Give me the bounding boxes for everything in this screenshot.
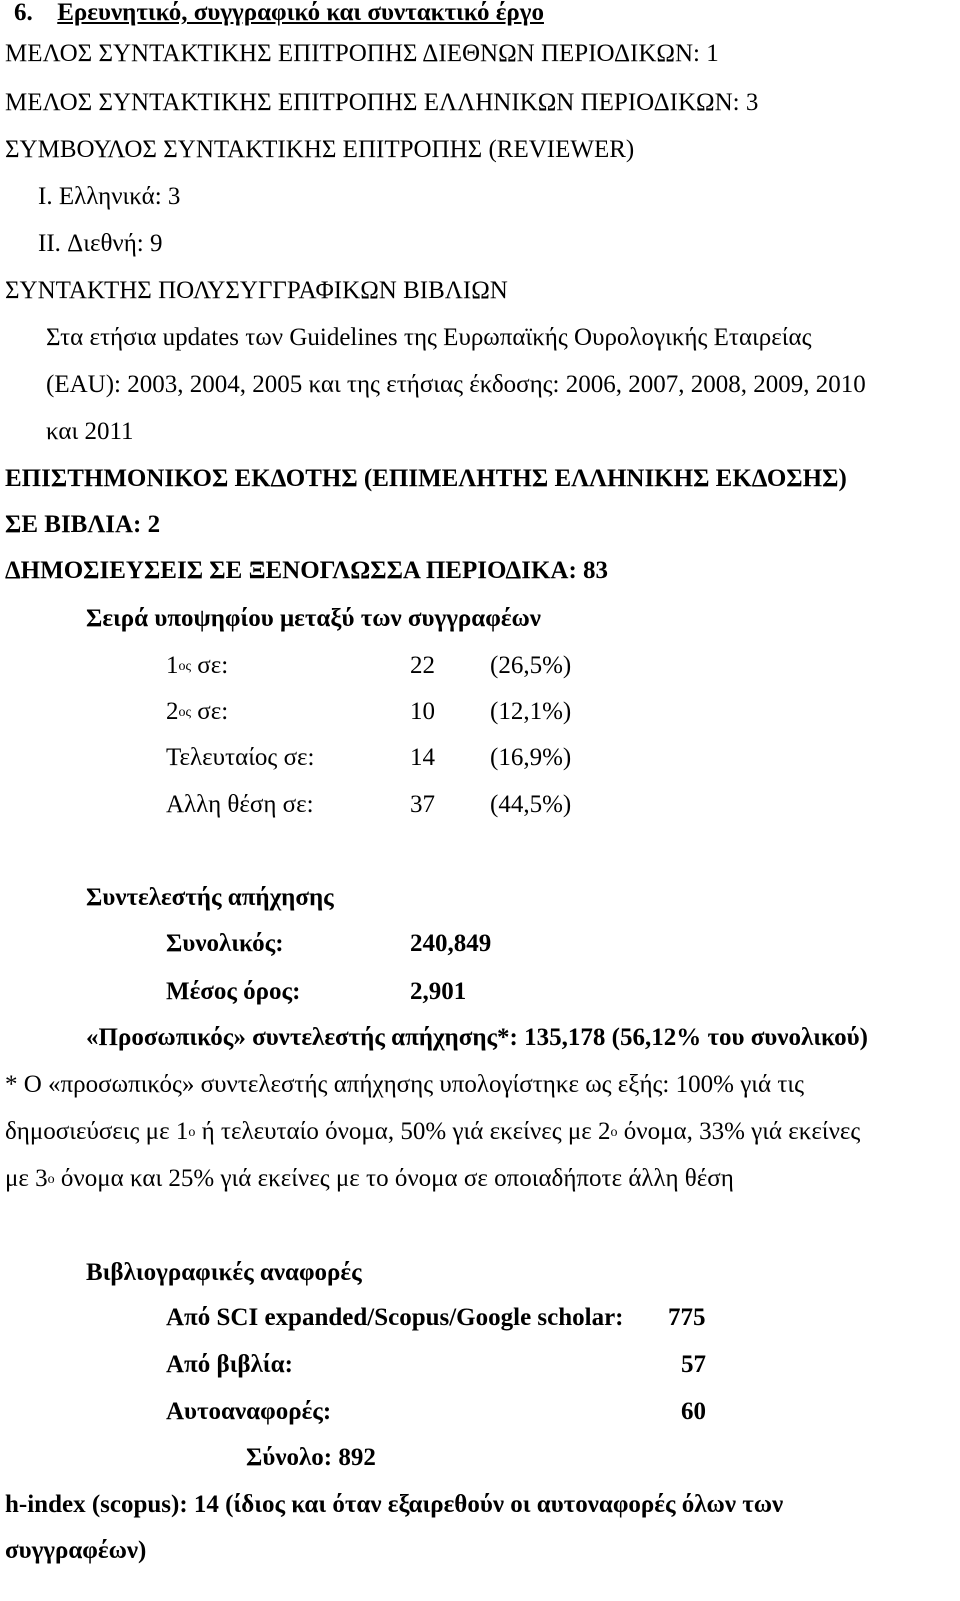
author-order-heading: Σειρά υποψηφίου μεταξύ των συγγραφέων <box>86 605 541 632</box>
position-count: 37 <box>410 791 435 818</box>
position-percent: (12,1%) <box>490 698 572 725</box>
multi-author-line-2: (EAU): 2003, 2004, 2005 και της ετήσιας έκδοσης: 2006, 2007, 2008, 2009, 2010 <box>46 371 866 398</box>
impact-total-label: Συνολικός: <box>166 930 284 957</box>
reviewer-greek: I. Ελληνικά: 3 <box>38 183 181 210</box>
personal-impact-factor: «Προσωπικός» συντελεστής απήχησης*: 135,178 (56,12% του συνολικού) <box>86 1024 868 1051</box>
hindex-line-2: συγγραφέων) <box>5 1537 147 1564</box>
citations-sci-value: 775 <box>668 1304 706 1331</box>
table-row <box>166 743 586 773</box>
reviewer-heading: ΣΥΜΒΟΥΛΟΣ ΣΥΝΤΑΚΤΙΚΗΣ ΕΠΙΤΡΟΠΗΣ (REVIEWER) <box>5 136 635 163</box>
position-count: 14 <box>410 744 435 771</box>
impact-factor-heading: Συντελεστής απήχησης <box>86 884 334 911</box>
scientific-editor-line-1: ΕΠΙΣΤΗΜΟΝΙΚΟΣ ΕΚΔΟΤΗΣ (ΕΠΙΜΕΛΗΤΗΣ ΕΛΛΗΝΙΚΗΣ ΕΚΔΟΣΗΣ) <box>5 465 847 492</box>
impact-mean-label: Μέσος όρος: <box>166 978 301 1005</box>
section-title: Ερευνητικό, συγγραφικό και συντακτικό έργο <box>57 0 544 26</box>
position-label: $1^{o\varsigma}$ σε: <box>166 652 229 679</box>
table-row <box>166 651 586 681</box>
citations-books-value: 57 <box>681 1351 706 1378</box>
citations-heading: Βιβλιογραφικές αναφορές <box>86 1259 362 1286</box>
impact-total-value: 240,849 <box>410 930 492 957</box>
position-label: $2^{o\varsigma}$ σε: <box>166 698 229 725</box>
table-row <box>166 790 586 820</box>
citations-self-label: Αυτοαναφορές: <box>166 1398 332 1425</box>
multi-author-line-3: και 2011 <box>46 418 134 445</box>
impact-mean-value: 2,901 <box>410 978 467 1005</box>
multi-author-line-1: Στα ετήσια updates των Guidelines της Ευρωπαϊκής Ουρολογικής Εταιρείας <box>46 324 812 351</box>
scientific-editor-line-2: ΣΕ ΒΙΒΛΙΑ: 2 <box>5 511 161 538</box>
citations-total: Σύνολο: 892 <box>246 1444 376 1471</box>
impact-note-line-1: * Ο «προσωπικός» συντελεστής απήχησης υπολογίστηκε ως εξής: 100% γιά τις <box>5 1071 804 1098</box>
table-row <box>166 697 586 727</box>
multi-author-heading: ΣΥΝΤΑΚΤΗΣ ΠΟΛΥΣΥΓΓΡΑΦΙΚΩΝ ΒΙΒΛΙΩΝ <box>5 277 508 304</box>
hindex-line-1: h-index (scopus): 14 (ίδιος και όταν εξαιρεθούν οι αυτοναφορές όλων των <box>5 1491 784 1518</box>
impact-note-line-3: με $3^o$ όνομα και 25% γιά εκείνες με το όνομα σε οποιαδήποτε άλλη θέση <box>5 1165 734 1192</box>
reviewer-intl: II. Διεθνή: 9 <box>38 230 163 257</box>
intl-journals-member: ΜΕΛΟΣ ΣΥΝΤΑΚΤΙΚΗΣ ΕΠΙΤΡΟΠΗΣ ΔΙΕΘΝΩΝ ΠΕΡΙΟΔΙΚΩΝ: 1 <box>5 40 719 67</box>
citations-sci-label: Από SCI expanded/Scopus/Google scholar: <box>166 1304 624 1331</box>
position-percent: (16,9%) <box>490 744 572 771</box>
position-label: Αλλη θέση σε: <box>166 791 314 818</box>
publications-heading: ΔΗΜΟΣΙΕΥΣΕΙΣ ΣΕ ΞΕΝΟΓΛΩΣΣΑ ΠΕΡΙΟΔΙΚΑ: 83 <box>5 557 609 584</box>
position-label: Τελευταίος σε: <box>166 744 315 771</box>
position-percent: (26,5%) <box>490 652 572 679</box>
section-number: 6. <box>14 0 33 26</box>
greek-journals-member: ΜΕΛΟΣ ΣΥΝΤΑΚΤΙΚΗΣ ΕΠΙΤΡΟΠΗΣ ΕΛΛΗΝΙΚΩΝ ΠΕΡΙΟΔΙΚΩΝ: 3 <box>5 89 759 116</box>
position-percent: (44,5%) <box>490 791 572 818</box>
citations-self-value: 60 <box>681 1398 706 1425</box>
position-count: 22 <box>410 652 435 679</box>
impact-note-line-2: δημοσιεύσεις με $1^o$ ή τελευταίο όνομα, 50% γιά εκείνες με $2^o$ όνομα, 33% γιά εκείνες <box>5 1118 861 1145</box>
position-count: 10 <box>410 698 435 725</box>
section-heading <box>14 0 544 28</box>
citations-books-label: Από βιβλία: <box>166 1351 293 1378</box>
